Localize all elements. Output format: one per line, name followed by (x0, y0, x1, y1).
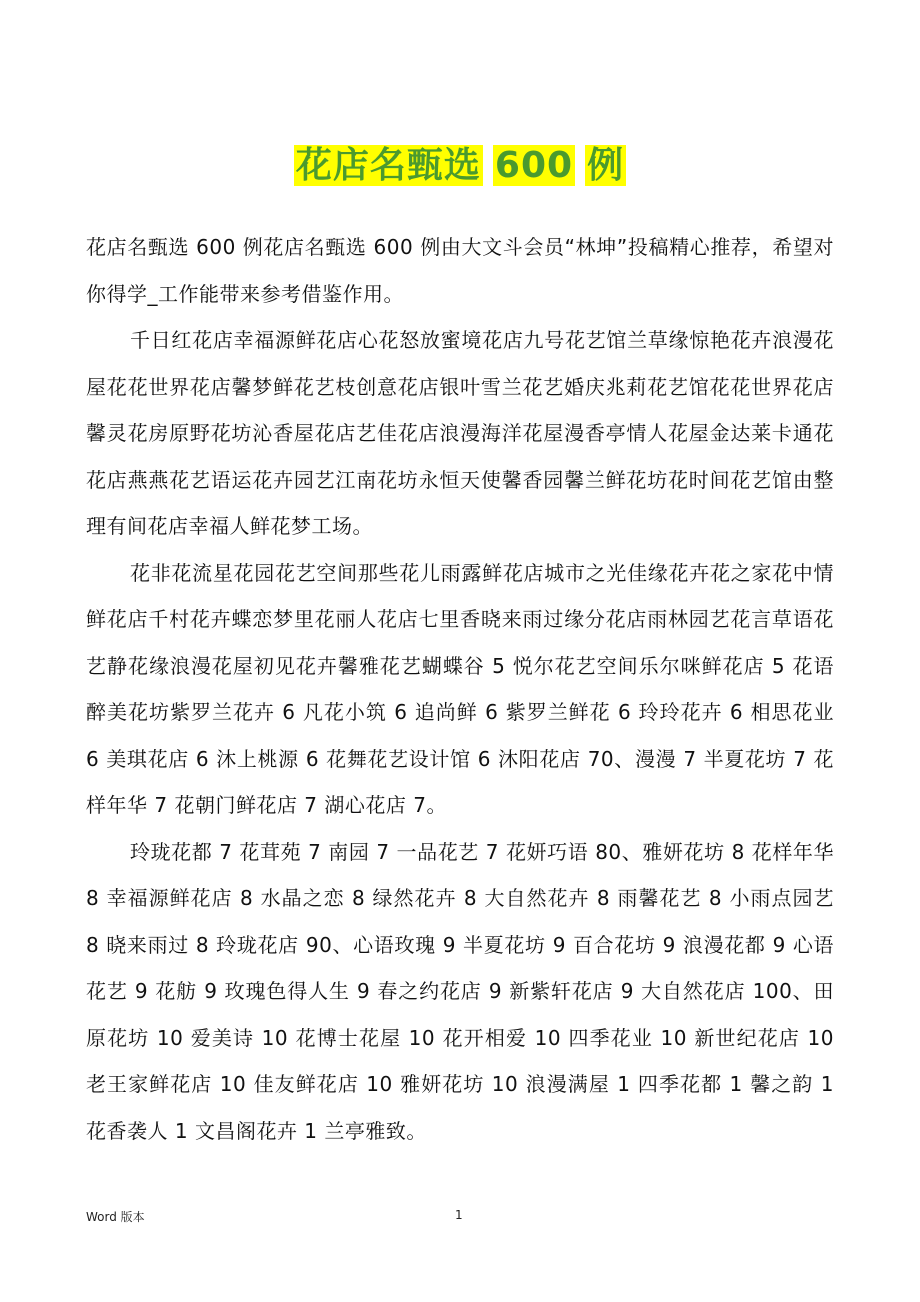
title-part-count: 600 (494, 145, 574, 186)
body-paragraph-1: 千日红花店幸福源鲜花店心花怒放蜜境花店九号花艺馆兰草缘惊艳花卉浪漫花屋花花世界花店馨梦鲜花艺枝创意花店银叶雪兰花艺婚庆兆莉花艺馆花花世界花店馨灵花房原野花坊沁香屋花店艺佳花店浪漫海洋花屋漫香亭情人花屋金达莱卡通花花店燕燕花艺语运花卉园艺江南花坊永恒天使馨香园馨兰鲜花坊花时间花艺馆由整理有间花店幸福人鲜花梦工场。 (86, 328, 834, 538)
title-part-suffix: 例 (587, 145, 625, 186)
title-container (0, 140, 920, 192)
title-part-name: 花店名甄选 (295, 145, 481, 186)
body-paragraph-2: 花非花流星花园花艺空间那些花儿雨露鲜花店城市之光佳缘花卉花之家花中情鲜花店千村花卉蝶恋梦里花丽人花店七里香晓来雨过缘分花店雨林园艺花言草语花艺静花缘浪漫花屋初见花卉馨雅花艺蝴蝶谷 5 悦尔花艺空间乐尔咪鲜花店 5 花语醉美花坊紫罗兰花卉 6 凡花小筑 6 追尚鲜 6 紫罗兰鲜花 6 玲玲花卉 6 相思花业 6 美琪花店 6 沐上桃源 6 花舞花艺设计馆 6 沐阳花店 70、漫漫 7 半夏花坊 7 花样年华 7 花朝门鲜花店 7 湖心花店 7。 (86, 560, 834, 817)
document-body (86, 224, 834, 1154)
footer-version-label: Word 版本 (86, 1210, 145, 1224)
body-paragraph-3: 玲珑花都 7 花茸苑 7 南园 7 一品花艺 7 花妍巧语 80、雅妍花坊 8 花样年华 8 幸福源鲜花店 8 水晶之恋 8 绿然花卉 8 大自然花卉 8 雨馨花艺 8 小雨点园艺 8 晓来雨过 8 玲珑花店 90、心语玫瑰 9 半夏花坊 9 百合花坊 9 浪漫花都 9 心语花艺 9 花舫 9 玫瑰色得人生 9 春之约花店 9 新紫轩花店 9 大自然花店 100、田原花坊 10 爱美诗 10 花博士花屋 10 花开相爱 10 四季花业 10 新世纪花店 10 老王家鲜花店 10 佳友鲜花店 10 雅妍花坊 10 浪漫满屋 1 四季花都 1 馨之韵 1 花香袭人 1 文昌阁花卉 1 兰亭雅致。 (86, 839, 834, 1143)
footer-page-number: 1 (455, 1208, 463, 1222)
intro-paragraph: 花店名甄选 600 例花店名甄选 600 例由大文斗会员“林坤”投稿精心推荐，希望对你得学_工作能带来参考借鉴作用。 (86, 235, 834, 306)
document-title (294, 140, 626, 192)
